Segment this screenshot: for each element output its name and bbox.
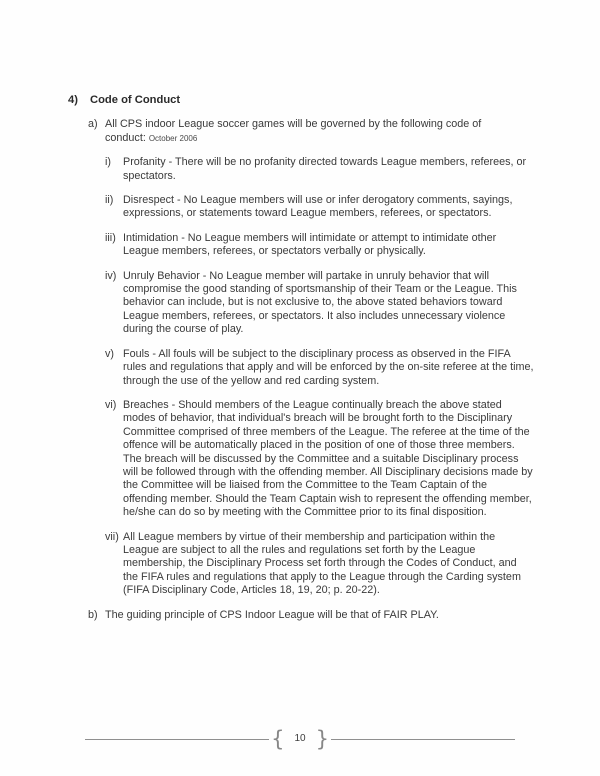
list-item-i [68,156,534,183]
list-item-ii [68,194,534,221]
list-item-a [68,118,534,145]
item-label: iv) [105,269,117,282]
item-text: Intimidation - No League members will intimidate or attempt to intimidate other League members, referees, or spectators verbally or physically. [123,231,497,258]
list-item-vii [68,531,534,598]
item-label: b) [88,608,98,621]
item-label: vii) [105,530,119,543]
item-label: ii) [105,194,114,207]
item-label: v) [105,347,114,360]
list-item-iii [68,232,534,259]
list-item-b [68,609,534,622]
footer-rule-left [85,739,269,740]
list-item-v [68,348,534,388]
item-label: iii) [105,231,116,244]
footer-rule-right [331,739,515,740]
page-number: 10 [294,733,306,744]
item-text: Fouls - All fouls will be subject to the disciplinary process as observed in the FIFA rules and regulations that apply and will be enforced by the on-site referee at the time, through the use of the yellow and red carding system. [123,347,534,387]
item-text-wrap [105,118,534,145]
item-text: The guiding principle of CPS Indoor League will be that of FAIR PLAY. [105,608,439,621]
item-text: Unruly Behavior - No League member will partake in unruly behavior that will compromise the good standing of sportsmanship of their Team or the League. This behavior can include, but is not exclusive to, the above stated behaviors toward League members, referees, or spectators. It also includes unnecessary violence during the course of play. [123,269,517,336]
item-label: vi) [105,398,117,411]
item-text: Profanity - There will be no profanity directed towards League members, referees, or spectators. [123,156,527,182]
section-heading [68,94,534,107]
list-item-iv [68,270,534,337]
section-number: 4) [68,94,78,106]
item-label: i) [105,156,111,169]
item-label: a) [88,118,98,131]
page-footer [85,727,515,751]
item-text: All League members by virtue of their membership and participation within the League are subject to all the rules and regulations set forth by the League membership, the Disciplinary Process set forth through the Codes of Conduct, and the FIFA rules and regulations that apply to the League through the Carding system (FIFA Disciplinary Code, Articles 18, 19, 20; p. 20-22). [123,530,521,597]
page-number-close-bracket: } [315,727,329,751]
revision-date-note: October 2006 [148,133,198,143]
list-item-vi [68,399,534,520]
page-number-open-bracket: { [271,727,285,751]
section-title: Code of Conduct [90,94,181,106]
document-content [68,94,534,633]
item-text: Breaches - Should members of the League continually breach the above stated modes of behavior, that individual's breach will be brought forth to the Disciplinary Committee comprised of three members of the League. The referee at the time of the offence will be automatically placed in the position of one of those three members. The breach will be discussed by the Committee and a suitable Disciplinary process will be followed through with the offending member. All Disciplinary decisions made by the Committee will be liaised from the Committee to the Team Captain of the offending member. Should the Team Captain wish to represent the offending member, he/she can do so by meeting with the Committee prior to its final disposition. [123,398,533,519]
item-text: All CPS indoor League soccer games will be governed by the following code of conduct: [105,118,482,144]
item-text: Disrespect - No League members will use or infer derogatory comments, sayings, expressions, or statements toward League members, referees, or spectators. [123,194,513,220]
